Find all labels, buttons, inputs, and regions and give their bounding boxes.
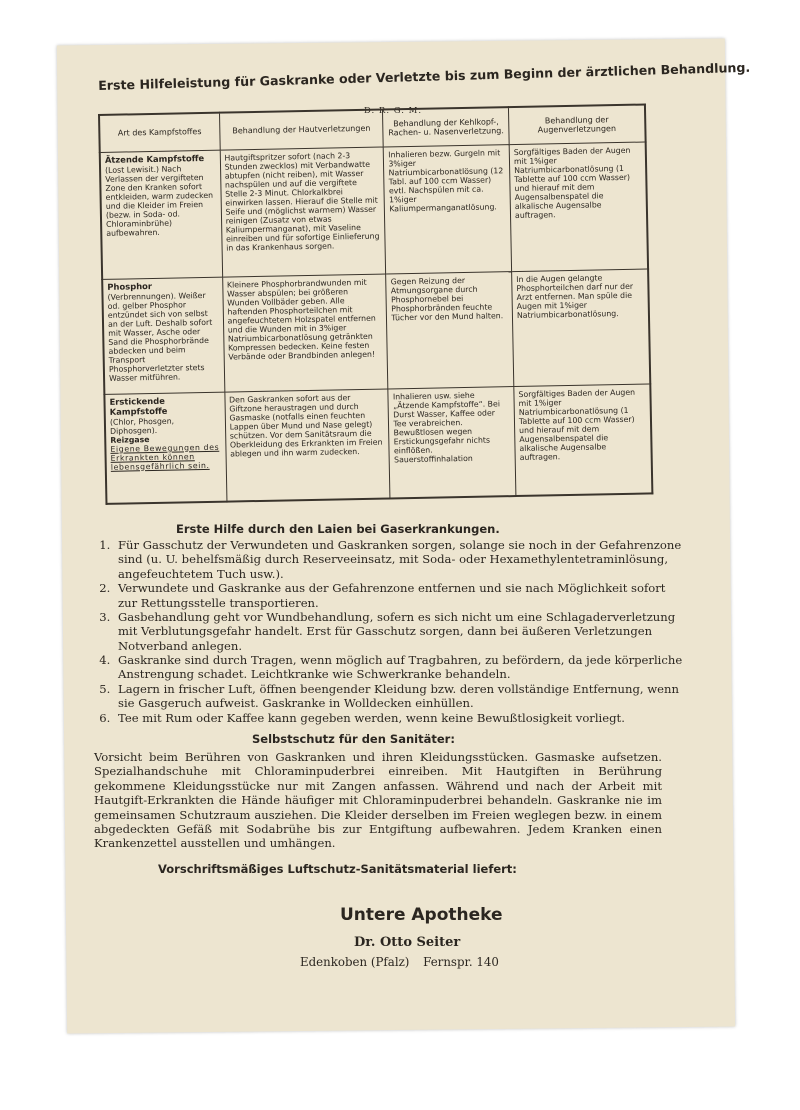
skin-treatment: Hautgiftspritzer sofort (nach 2-3 Stunden zwecklos) mit Verbandwatte abtupfen (nicht reiben), mit Wasser nachspülen und auf die vergiftete Stelle 2-3 Minut. Chlorkalkbrei einwirken lassen. Hierauf die Stelle mit Seife und (möglichst warmem) Wasser reinigen (Zusatz von etwas Kaliumpermanganat), mit Vaseline einreiben und für sofortige Einlieferung in das Krankenhaus sorgen. [220,147,386,277]
agent-description: (Verbrennungen). Weißer od. gelber Phosphor entzündet sich von selbst an der Luft. Deshalb sofort mit Wasser, Asche oder Sand die Phosphorbrände abdecken und beim Transport Phosphorverletzter stets Wasser mitführen. [107,290,213,383]
agent-cell [104,392,226,504]
list-item: 1. Für Gasschutz der Verwundeten und Gaskranken sorgen, solange sie noch in der Gefahrenzone sind (u. U. behelfsmäßig durch Reserveeinsatz, mit Soda- oder Hexamethylentetraminlösung, angefeuchtetem Tuch usw.). [114,538,686,581]
laien-heading: Erste Hilfe durch den Laien bei Gaserkrankungen. [176,522,500,536]
list-item: 5. Lagern in frischer Luft, öffnen beengender Kleidung bzw. deren vollständige Entfernung, wenn sie Gasgeruch aufweist. Gaskranke in Wolldecken einhüllen. [114,682,686,711]
agent-name: Phosphor [107,280,153,292]
irritant-gas-label: Reizgase [110,434,150,445]
table-row [100,142,648,279]
list-item: 4. Gaskranke sind durch Tragen, wenn möglich auf Tragbahren, zu befördern, da jede körperliche Anstrengung schadet. Leichtkranke wie Schwerkranke behandeln. [114,653,686,682]
supplier-heading: Vorschriftsmäßiges Luftschutz-Sanitätsmaterial liefert: [158,862,517,876]
agent-name: Ätzende Kampfstoffe [104,152,205,165]
supplier-address [300,955,509,969]
irritant-gas-warning: Eigene Bewegungen des Erkrankten können lebensgefährlich sein. [110,442,220,472]
eye-treatment: Sorgfältiges Baden der Augen mit 1%iger Natriumbicarbonatlösung (1 Tablette auf 100 ccm Wasser) und hierauf mit dem Augensalbenspatel die alkalische Augensalbe auftragen. [514,384,653,496]
list-item: 6. Tee mit Rum oder Kaffee kann gegeben werden, wenn keine Bewußtlosigkeit vorliegt. [114,711,686,725]
agent-name: Erstickende Kampfstoffe [109,395,168,417]
skin-treatment: Kleinere Phosphorbrandwunden mit Wasser abspülen; bei größeren Wunden Vollbäder geben. Alle haftenden Phosphorteilchen mit angefeuchtetem Holzspatel entfernen und die Wunden mit in 3%iger Natriumbicarbonatlösung getränkten Kompressen bedecken. Keine festen Verbände oder Brandbinden anlegen! [222,274,388,392]
selbstschutz-text: Vorsicht beim Berühren von Gaskranken und ihren Kleidungsstücken. Gasmaske aufsetzen. Spezialhandschuhe mit Chloraminpuderbrei einreiben. Mit Hautgiften in Berührung gekommene Kleidungsstücke nur mit Zangen anfassen. Während und nach der Arbeit mit Hautgift-Erkrankten die Hände häufiger mit Chloraminpuderbrei behandeln. Gaskranke nie im gemeinsamen Schutzraum ausziehen. Die Kleider derselben im Freien weglegen bezw. in einem abgedeckten Gefäß mit Sodabrühe bis zur Entgiftung aufbewahren. Jedem Kranken einen Krankenzettel ausstellen und umhängen. [94,750,662,851]
header-throat: Behandlung der Kehlkopf-, Rachen- u. Nasenverletzung. [383,107,509,147]
supplier-phone: Fernspr. 140 [423,955,499,969]
supplier-firm: Untere Apotheke [340,905,503,925]
first-aid-table [98,103,653,504]
header-skin: Behandlung der Hautverletzungen [219,110,383,151]
document-title: Erste Hilfeleistung für Gaskranke oder Verletzte bis zum Beginn der ärztlichen Behandlung. [98,59,751,93]
laien-list [90,538,686,725]
agent-description: (Chlor, Phosgen, Diphosgen). [109,416,175,436]
header-eyes: Behandlung der Augenverletzungen [508,104,645,144]
agent-cell [100,150,223,279]
table-row [102,269,650,394]
eye-treatment: Sorgfältiges Baden der Augen mit 1%iger Natriumbicarbonatlösung (1 Tablette auf 100 ccm Wasser) und hierauf mit dem Augensalbenspatel die alkalische Augensalbe auftragen. [509,142,648,272]
table-row [104,384,652,504]
agent-description: (Lost Lewisit.) Nach Verlassen der vergifteten Zone den Kranken sofort entkleiden, warm zudecken und die Kleider im Freien (bezw. in Soda- od. Chloraminbrühe) aufbewahren. [104,164,214,238]
throat-treatment: Inhalieren bezw. Gurgeln mit 3%iger Natriumbicarbonatlösung (12 Tabl. auf 100 ccm Wasser) evtl. Nachspülen mit ca. 1%iger Kaliumpermanganatlösung. [384,145,512,274]
agent-cell [102,277,224,394]
document-subtitle: D. R. G. M. [364,106,423,116]
list-item: 2. Verwundete und Gaskranke aus der Gefahrenzone entfernen und sie nach Möglichkeit sofort zur Rettungsstelle transportieren. [114,581,686,610]
header-agent: Art des Kampfstoffes [99,113,220,153]
supplier-owner: Dr. Otto Seiter [354,935,461,950]
throat-treatment: Gegen Reizung der Atmungsorgane durch Phosphornebel bei Phosphorbränden feuchte Tücher vor den Mund halten. [386,272,514,389]
supplier-city: Edenkoben (Pfalz) [300,955,410,969]
throat-treatment: Inhalieren usw. siehe „Ätzende Kampfstoffe“. Bei Durst Wasser, Kaffee oder Tee verabreichen. Bewußtlosen wegen Erstickungsgefahr nichts einflößen. Sauerstoffinhalation [388,387,516,499]
selbstschutz-heading: Selbstschutz für den Sanitäter: [252,732,455,746]
list-item: 3. Gasbehandlung geht vor Wundbehandlung, sofern es sich nicht um eine Schlagaderverletzung mit Verblutungsgefahr handelt. Erst für Gasschutz sorgen, dann bei äußeren Verletzungen Notverband anlegen. [114,610,686,653]
eye-treatment: In die Augen gelangte Phosphorteilchen darf nur der Arzt entfernen. Man spüle die Augen mit 1%iger Natriumbicarbonatlösung. [512,269,651,387]
skin-treatment: Den Gaskranken sofort aus der Giftzone heraustragen und durch Gasmaske (notfalls einen feuchten Lappen über Mund und Nase gelegt) schützen. Vor dem Sanitätsraum die Oberkleidung des Erkrankten im Freien ablegen und ihn warm zudecken. [224,389,390,502]
